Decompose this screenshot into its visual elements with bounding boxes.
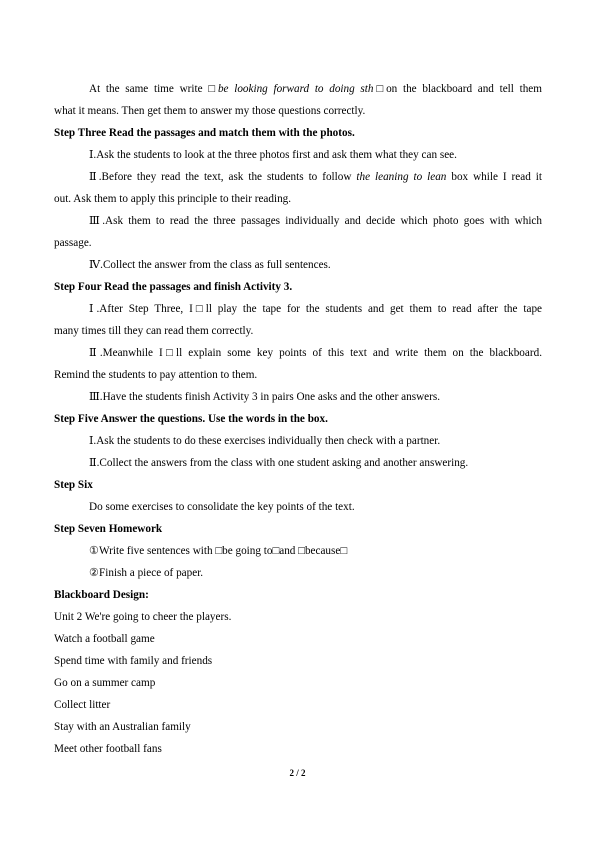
text-span: box while I read it	[446, 171, 542, 183]
paragraph-line: Stay with an Australian family	[54, 721, 191, 733]
section-heading: Step Four Read the passages and finish Activity 3.	[54, 281, 293, 293]
paragraph-line: Watch a football game	[54, 633, 155, 645]
text-span: Ⅱ.Before they read the text, ask the students to follow	[89, 171, 357, 183]
paragraph-line: passage.	[54, 237, 92, 249]
paragraph-line: many times till they can read them correctly.	[54, 325, 254, 337]
list-item: Ⅲ.Have the students finish Activity 3 in pairs One asks and the other answers.	[89, 391, 441, 403]
list-item: ①Write five sentences with □be going to□and □because□	[89, 545, 348, 557]
paragraph-line: what it means. Then get them to answer my those questions correctly.	[54, 105, 366, 117]
paragraph-line: out. Ask them to apply this principle to their reading.	[54, 193, 292, 205]
text-span: □on the blackboard and tell them	[373, 83, 542, 95]
paragraph-line: Do some exercises to consolidate the key points of the text.	[89, 501, 355, 513]
list-item: Ⅰ.Ask the students to do these exercises individually then check with a partner.	[89, 435, 441, 447]
list-item: Ⅳ.Collect the answer from the class as full sentences.	[89, 259, 331, 271]
section-heading: Step Five Answer the questions. Use the words in the box.	[54, 413, 328, 425]
paragraph-line: Spend time with family and friends	[54, 655, 213, 667]
text-span: At the same time write □	[89, 83, 218, 95]
section-heading: Step Three Read the passages and match them with the photos.	[54, 127, 355, 139]
list-item: Ⅲ.Ask them to read the three passages individually and decide which photo goes with which	[89, 215, 542, 227]
list-item	[89, 170, 542, 184]
list-item: Ⅱ.Collect the answers from the class with one student asking and another answering.	[89, 457, 469, 469]
list-item: Ⅰ.After Step Three, I□ll play the tape for the students and get them to read after the tape	[89, 303, 542, 315]
paragraph-line: Meet other football fans	[54, 743, 162, 755]
paragraph-line: Go on a summer camp	[54, 677, 156, 689]
paragraph-line	[89, 82, 542, 96]
paragraph-line: Remind the students to pay attention to them.	[54, 369, 258, 381]
emphasis-text: be looking forward to doing sth	[217, 83, 374, 95]
paragraph-line: Unit 2 We're going to cheer the players.	[54, 611, 232, 623]
page-number: 2 / 2	[289, 768, 306, 778]
section-heading: Blackboard Design:	[54, 589, 149, 601]
section-heading: Step Six	[54, 479, 93, 491]
list-item: ②Finish a piece of paper.	[89, 567, 204, 579]
list-item: Ⅰ.Ask the students to look at the three photos first and ask them what they can see.	[89, 149, 457, 161]
paragraph-line: Collect litter	[54, 699, 111, 711]
section-heading: Step Seven Homework	[54, 523, 163, 535]
list-item: Ⅱ.Meanwhile I□ll explain some key points of this text and write them on the blackboard.	[89, 347, 542, 359]
emphasis-text: the leaning to lean	[356, 171, 447, 183]
